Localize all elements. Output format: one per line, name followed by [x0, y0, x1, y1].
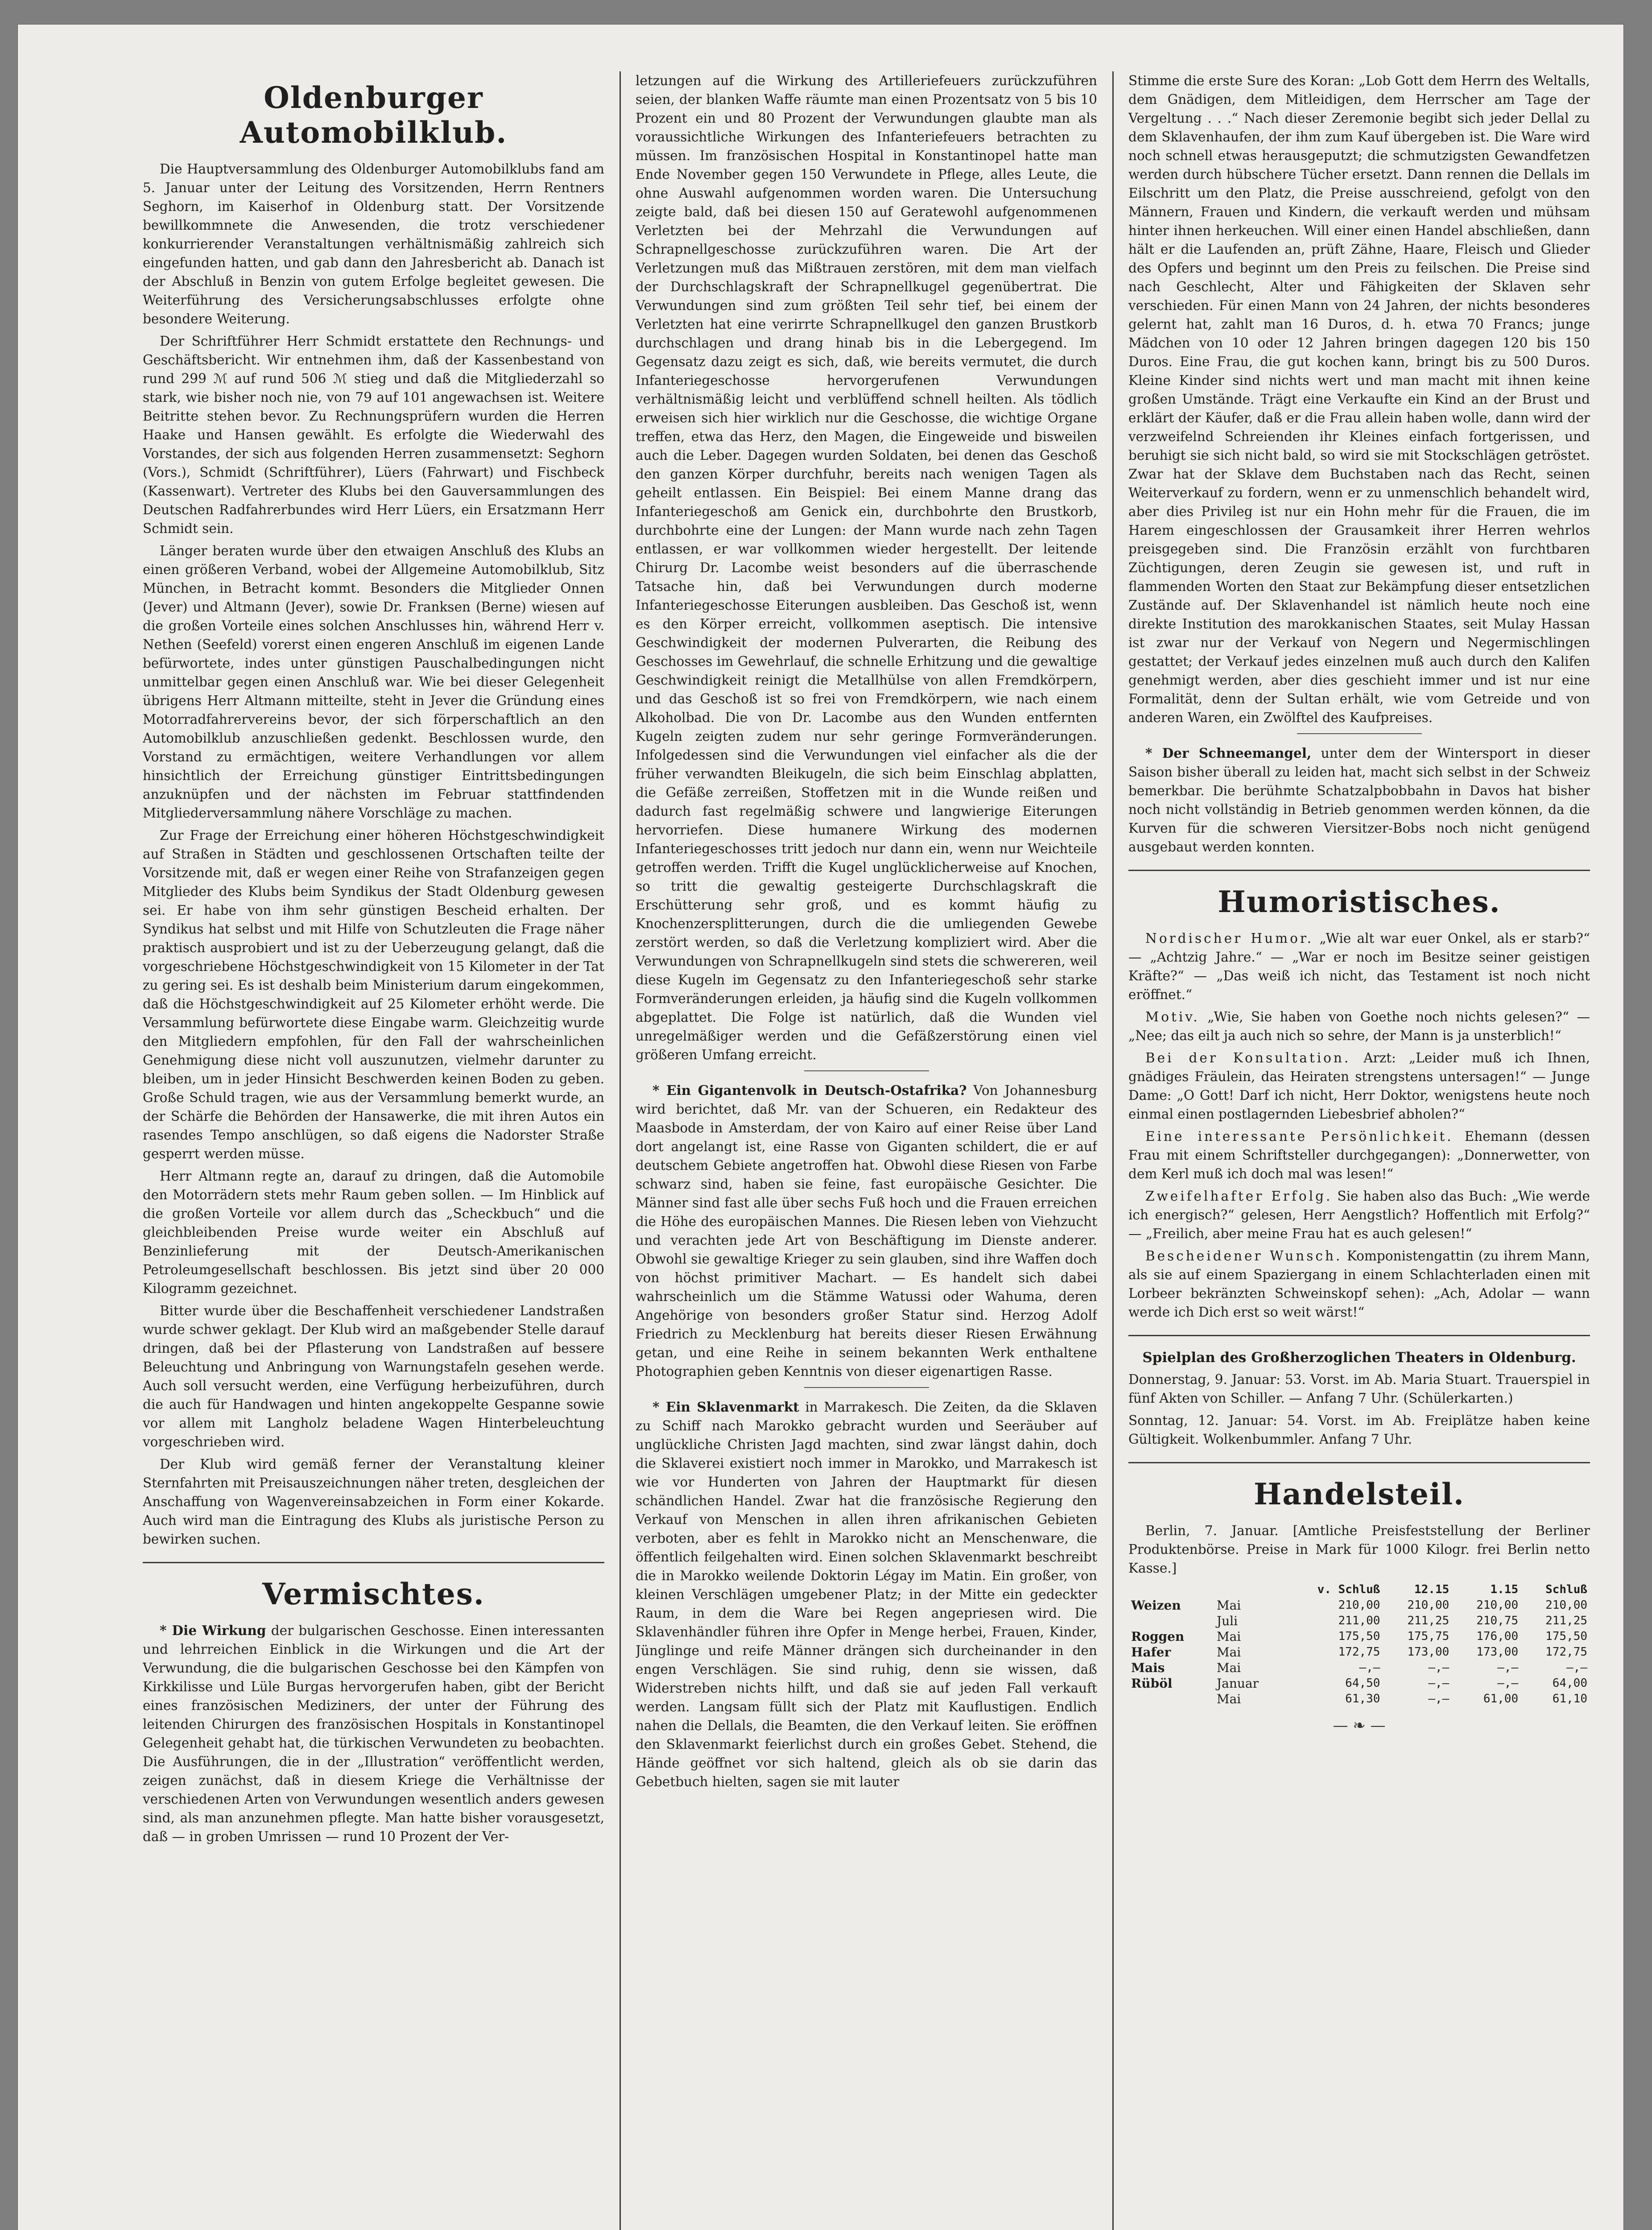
- article-paragraph: [143, 1621, 604, 1846]
- article-divider: [1297, 733, 1422, 734]
- joke-text: Arzt: „Leider muß ich Ihnen, gnädiges Fräulein, das Heiraten strengstens untersagen!“ — Junge Dame: „O Gott! Darf ich nicht, Herr Doktor, wenigstens heute noch einmal einen postlagernden Liebesbrief abholen?“: [1128, 1050, 1590, 1122]
- market-cell: 210,00: [1476, 1598, 1519, 1612]
- article-paragraph: Stimme die erste Sure des Koran: „Lob Gott dem Herrn des Weltalls, dem Gnädigen, dem Mitleidigen, dem Herrscher am Tage der Vergeltung . . .“ Nach dieser Zeremonie begibt sich jeder Dellal zu dem Sklavenhaufen, der ihm zum Kauf übergeben ist. Die Ware wird noch schnell etwas herausgeputzt; die schmutzigsten Gewandfetzen werden durch hübschere Tücher ersetzt. Dann rennen die Dellals im Eilschritt um den Platz, die Preise ausschreiend, gefolgt von den Männern, Frauen und Kindern, die verkauft werden und mühsam hinter ihnen herkeuchen. Will einer einen Handel abschließen, dann hält er die Laufenden an, prüft Zähne, Haare, Fleisch und Glieder des Opfers und beginnt um den Preis zu feilschen. Die Preise sind nach Geschlecht, Alter und Fähigkeiten der Sklaven sehr verschieden. Für einen Mann von 24 Jahren, der nichts besonderes gelernt hat, zahlt man 16 Duros, d. h. etwa 70 Francs; junge Mädchen von 10 oder 12 Jahren bringen dagegen 120 bis 150 Duros. Eine Frau, die gut kochen kann, bringt bis zu 500 Duros. Kleine Kinder sind nichts wert und man macht mit ihnen keine großen Umstände. Trägt eine Verkaufte ein Kind an der Brust und erklärt der Käufer, daß er die Frau allein haben wolle, dann wird der verzweifelnd Schreienden ihr Kleines einfach fortgerissen, und beruhigt sie sich nicht bald, so wird sie mit Stockschlägen getröstet. Zwar hat der Sklave dem Buchstaben nach das Recht, seinen Weiterverkauf zu fordern, wenn er zu unmenschlich behandelt wird, aber dies Privileg ist nur ein Hohn mehr für die Frauen, die im Harem eingeschlossen der Grausamkeit ihrer Herren wehrlos preisgegeben sind. Die Französin erzählt von furchtbaren Züchtigungen, deren Zeugin sie gewesen ist, und ruft in flammenden Worten den Staat zur Bekämpfung dieser entsetzlichen Zustände auf. Der Sklavenhandel ist nämlich heute noch eine direkte Institution des marokkanischen Staates, seit Mulay Hassan ist zwar nur der Verkauf von Negern und Negermischlingen gestattet; der Verkauf jedes einzelnen muß auch durch den Kalifen genehmigt werden, aber dies geschieht immer und ist nur eine Formalität, denn der Sultan erhält, wie vom Getreide und von anderen Waren, ein Zwölftel des Kaufpreises.: [1128, 73, 1590, 725]
- section-divider: [1128, 1335, 1590, 1336]
- joke-paragraph: [1128, 1127, 1590, 1183]
- market-column-header: 1.15: [1490, 1583, 1519, 1596]
- article-paragraph: Der Schriftführer Herr Schmidt erstattete den Rechnungs- und Geschäftsbericht. Wir entnehmen ihm, daß der Kassenbestand von rund 299 ℳ auf rund 506 ℳ stieg und daß die Mitgliederzahl so stark, wie bisher noch nie, von 79 auf 101 angewachsen ist. Weitere Beitritte stehen bevor. Zu Rechnungsprüfern wurden die Herren Haake und Hansen gewählt. Es erfolgte die Wiederwahl des Vorstandes, der sich aus folgenden Herren zusammensetzt: Seghorn (Vors.), Schmidt (Schriftführer), Lüers (Fahrwart) und Fischbeck (Kassenwart). Vertreter des Klubs bei den Gauversammlungen des Deutschen Radfahrerbundes wird Herr Lüers, ein Ersatzmann Herr Schmidt sein.: [143, 334, 604, 536]
- market-cell: Mai: [1216, 1629, 1241, 1644]
- market-cell: 210,00: [1545, 1598, 1587, 1612]
- article-lead: * Die Wirkung: [160, 1623, 266, 1638]
- market-cell: 211,25: [1545, 1614, 1587, 1627]
- article-divider: [804, 1070, 929, 1071]
- article-paragraph: Zur Frage der Erreichung einer höheren Höchstgeschwindigkeit auf Straßen in Städten und geschlossenen Ortschaften teilte der Vorsitzende mit, daß er wegen einer Reihe von Strafanzeigen gegen Mitglieder des Klubs beim Syndikus der Stadt Oldenburg gewesen sei. Er habe von ihm sehr günstigen Bescheid erhalten. Der Syndikus hat selbst und mit Hilfe von Schutzleuten die Frage näher praktisch ausprobiert und ist zu der Ueberzeugung gelangt, daß die vorgeschriebene Höchstgeschwindigkeit von 15 Kilometer in der Tat zu gering sei. Es ist deshalb beim Ministerium darum eingekommen, daß die Höchstgeschwindigkeit auf 25 Kilometer erhöht werde. Die Versammlung befürwortete diese Eingabe warm. Gleichzeitig wurde den Mitgliedern empfohlen, für den Fall der wahrscheinlichen Genehmigung diese nicht voll auszunutzen, vielmehr darunter zu bleiben, um in jeder Hinsicht Beschwerden keinen Boden zu geben. Große Schuld tragen, wie aus der Versammlung bemerkt wurde, an der Schärfe die Behörden der Hansawerke, die mit ihren Autos ein rasendes Tempo anschlügen, so daß eigens die Nadorster Straße gesperrt werden müsse.: [143, 828, 604, 1161]
- market-cell: [1128, 1613, 1214, 1629]
- article-paragraph: Herr Altmann regte an, darauf zu dringen, daß die Automobile den Motorrädern stets mehr Raum geben sollen. — Im Hinblick auf die großen Vorteile vor allem durch das „Scheckbuch“ und die gleichbleibenden Preise wurde weiter ein Abschluß auf Benzinlieferung mit der Deutsch-Amerikanischen Petroleumgesellschaft beschlossen. Bis jetzt sind über 20 000 Kilogramm gezeichnet.: [143, 1169, 604, 1296]
- market-row: [1128, 1613, 1590, 1629]
- market-cell: 172,75: [1338, 1645, 1380, 1659]
- market-cell: —,—: [1497, 1661, 1519, 1674]
- market-cell: Mai: [1216, 1598, 1241, 1613]
- market-cell: Mai: [1216, 1692, 1241, 1706]
- joke-paragraph: [1128, 1049, 1590, 1123]
- market-cell: 64,00: [1552, 1677, 1587, 1690]
- joke-title: Nordischer Humor.: [1145, 931, 1314, 946]
- market-cell: Weizen: [1131, 1598, 1181, 1613]
- market-row: [1128, 1598, 1590, 1613]
- article-paragraph: Die Hauptversammlung des Oldenburger Automobilklubs fand am 5. Januar unter der Leitung des Vorsitzenden, Herrn Rentners Seghorn, im Kaiserhof in Oldenburg statt. Der Vorsitzende bewillkommnete die Anwesenden, die trotz verschiedener konkurrierender Veranstaltungen verhältnismäßig zahlreich sich eingefunden hatten, und gab dann den Jahresbericht ab. Danach ist der Abschluß in Benzin von gutem Erfolge begleitet gewesen. Die Weiterführung des Versicherungsabschlusses erfolgte ohne besondere Weiterung.: [143, 161, 604, 326]
- market-column-header: Schluß: [1545, 1583, 1587, 1596]
- market-cell: —,—: [1497, 1677, 1519, 1690]
- market-column-header: v. Schluß: [1317, 1583, 1380, 1596]
- market-cell: —,—: [1359, 1661, 1380, 1674]
- article-lead: * Ein Sklavenmarkt: [653, 1399, 799, 1415]
- market-intro: Berlin, 7. Januar. [Amtliche Preisfeststellung der Berliner Produktenbörse. Preise in Mark für 1000 Kilogr. frei Berlin netto Kasse.]: [1128, 1523, 1590, 1576]
- column-2: [636, 71, 1097, 2230]
- market-cell: —,—: [1428, 1661, 1450, 1674]
- market-cell: 175,50: [1545, 1630, 1587, 1643]
- article-text: der bulgarischen Geschosse. Einen interessanten und lehrreichen Einblick in die Wirkungen und die Art der Verwundung, die die bulgarischen Geschosse bei den Kämpfen von Kirkkilisse und Lüle Burgas hervorgerufen haben, gibt der Bericht eines französischen Mediziners, der unter der Führung des leitenden Chirurgen des französischen Hospitals in Konstantinopel Gelegenheit gehabt hat, die türkischen Verwundeten zu beobachten. Die Ausführungen, die in der „Illustration“ veröffentlicht werden, zeigen zunächst, daß in diesem Kriege die Verhältnisse der verschiedenen Arten von Verwundungen wesentlich anders gewesen sind, als man anzunehmen pflegte. Man hatte bisher vorausgesetzt, daß — in groben Umrissen — rund 10 Prozent der Ver-: [143, 1623, 604, 1844]
- article-divider: [804, 1387, 929, 1388]
- article-paragraph: Der Klub wird gemäß ferner der Veranstaltung kleiner Sternfahrten mit Preisauszeichnungen näher treten, desgleichen der Anschaffung von Wagenvereinsabzeichen in Form einer Kokarde. Auch wird man die Eintragung des Klubs als juristische Person zu bewirken suchen.: [143, 1457, 604, 1547]
- market-cell: Roggen: [1131, 1629, 1185, 1644]
- article-paragraph: [636, 1398, 1097, 1791]
- market-cell: 176,00: [1476, 1630, 1519, 1643]
- joke-paragraph: [1128, 929, 1590, 1004]
- article-lead: * Ein Gigantenvolk in Deutsch-Ostafrika?: [653, 1082, 967, 1098]
- market-cell: 175,75: [1407, 1630, 1450, 1643]
- joke-title: Motiv.: [1145, 1009, 1200, 1024]
- section-divider: [1128, 870, 1590, 871]
- joke-paragraph: [1128, 1008, 1590, 1045]
- market-cell: 64,50: [1345, 1677, 1380, 1690]
- market-cell: 173,00: [1407, 1645, 1450, 1659]
- column-rule: [1112, 71, 1114, 2230]
- market-row: [1128, 1644, 1590, 1660]
- joke-title: Bei der Konsultation.: [1145, 1050, 1351, 1065]
- theater-entry: Donnerstag, 9. Januar: 53. Vorst. im Ab. Maria Stuart. Trauerspiel in fünf Akten von Schiller. — Anfang 7 Uhr. (Schülerkarten.): [1128, 1372, 1590, 1406]
- market-row: [1128, 1691, 1590, 1707]
- joke-title: Eine interessante Persönlichkeit.: [1145, 1129, 1454, 1144]
- article-paragraph: Bitter wurde über die Beschaffenheit verschiedener Landstraßen wurde schwer geklagt. Der Klub wird an maßgebender Stelle darauf dringen, daß bei der Pflasterung von Landstraßen auf bessere Beleuchtung und Anbringung von Warnungstafeln gesehen werde. Auch soll versucht werden, eine Verfügung herbeizuführen, durch die auch für Handwagen und hinten angekoppelte Gespanne sowie vor allem mit Langholz beladene Wagen Hinterbeleuchtung vorgeschrieben wird.: [143, 1303, 604, 1450]
- newspaper-page: [18, 25, 1623, 2230]
- market-column-header: 12.15: [1414, 1583, 1450, 1596]
- column-3: [1128, 71, 1590, 2230]
- market-column-header: [1214, 1582, 1283, 1598]
- article-paragraph: Länger beraten wurde über den etwaigen Anschluß des Klubs an einen größeren Verband, wobei der Allgemeine Automobilklub, Sitz München, in Betracht kommt. Besonders die Mitglieder Onnen (Jever) und Altmann (Jever), sowie Dr. Franksen (Berne) wiesen auf die großen Vorteile eines solchen Anschlusses hin, während Herr v. Nethen (Seefeld) vorerst einen engeren Anschluß im eigenen Lande befürwortete, indes unter günstigen Pauschalbedingungen nicht unmittelbar gegen einen Anschluß war. Wie bei dieser Gelegenheit übrigens Herr Altmann mitteilte, steht in Jever die Gründung eines Motorradfahrervereins bevor, der sich förperschaftlich an den Automobilklub anzuschließen gedenkt. Beschlossen wurde, den Vorstand zu ermächtigen, weitere Verhandlungen vor allem hinsichtlich der Erreichung günstiger Eintrittsbedingungen anzuknüpfen und der nächsten im Februar stattfindenden Mitgliederversammlung nähere Vorschläge zu machen.: [143, 543, 604, 821]
- column-1: [143, 71, 604, 2230]
- market-cell: —,—: [1428, 1692, 1450, 1706]
- joke-paragraph: [1128, 1247, 1590, 1321]
- article-lead: * Der Schneemangel,: [1145, 745, 1312, 761]
- market-cell: Januar: [1216, 1676, 1259, 1691]
- market-cell: 210,00: [1407, 1598, 1450, 1612]
- joke-text: Ehemann (dessen Frau mit einem Schriftsteller durchgegangen): „Donnerwetter, von dem Kerl muß ich doch mal was lesen!“: [1128, 1129, 1590, 1181]
- market-price-table: [1128, 1582, 1590, 1707]
- market-cell: 172,75: [1545, 1645, 1587, 1659]
- joke-paragraph: [1128, 1187, 1590, 1243]
- section-heading-handelsteil: Handelsteil.: [1253, 1477, 1465, 1511]
- market-column-header: [1128, 1582, 1214, 1598]
- article-text: unter dem der Wintersport in dieser Saison bisher überall zu leiden hat, macht sich selbst in der Schweiz bemerkbar. Die berühmte Schatzalpbobbahn in Davos hat bisher noch nicht vollständig in Betrieb genommen werden können, da die Kurven für die schweren Viersitzer-Bobs noch nicht genügend ausgebaut werden konnten.: [1128, 746, 1590, 855]
- section-divider: [143, 1562, 604, 1563]
- article-paragraph: [1128, 744, 1590, 856]
- article-text: Von Johannesburg wird berichtet, daß Mr. van der Schueren, ein Redakteur des Maasbode in Amsterdam, der von Kairo auf einer Reise über Land dort angelangt ist, eine Rasse von Giganten schildert, die er auf deutschem Gebiete angetroffen hat. Obwohl diese Riesen von Farbe schwarz sind, haben sie feine, fast europäische Gesichter. Die Männer sind fast alle über sechs Fuß hoch und die Frauen erreichen die Höhe des europäischen Mannes. Die Riesen leben von Viehzucht und verachten jede Art von Beschäftigung im Dienste anderer. Obwohl sie gewaltige Krieger zu sein glauben, sind ihre Waffen doch von höchst primitiver Machart. — Es handelt sich dabei wahrscheinlich um die Stämme Watussi oder Wahuma, deren Angehörige von besonders großer Statur sind. Herzog Adolf Friedrich zu Mecklenburg hat bereits dieser Riesen Erwähnung getan, und eine Reihe in seinem bekannten Werk enthaltene Photographien geben Kenntnis von dieser eigenartigen Rasse.: [636, 1083, 1097, 1379]
- market-cell: —,—: [1428, 1677, 1450, 1690]
- market-cell: Hafer: [1131, 1645, 1171, 1660]
- joke-text: Komponistengattin (zu ihrem Mann, als sie auf einem Spaziergang in einem Schlachterladen einen mit Lorbeer bekränzten Schweinskopf sehen): „Ach, Adolar — wann werde ich Dich erst so weit wärst!“: [1128, 1248, 1590, 1320]
- theater-schedule-heading: Spielplan des Großherzoglichen Theaters in Oldenburg.: [1142, 1350, 1576, 1366]
- market-cell: Mai: [1216, 1645, 1241, 1660]
- market-cell: 61,10: [1552, 1692, 1587, 1706]
- market-cell: —,—: [1566, 1661, 1587, 1674]
- article-paragraph: letzungen auf die Wirkung des Artilleriefeuers zurückzuführen seien, der blanken Waffe räumte man einen Prozentsatz von 5 bis 10 Prozent ein und 80 Prozent der Verwundungen glaubte man als voraussichtliche Wirkungen des Infanteriefeuers betrachten zu müssen. Im französischen Hospital in Konstantinopel hatte man Ende November gegen 150 Verwundete in Pflege, alles Leute, die ohne Auswahl aufgenommen worden waren. Die Untersuchung zeigte bald, daß bei diesen 150 auf Geratewohl aufgenommenen Verletzten bei der Mehrzahl die Verwundungen auf Schrapnellgeschosse zurückzuführen waren. Die Art der Verletzungen muß das Mißtrauen zerstören, mit dem man vielfach der Durchschlagskraft der Schrapnellkugel gegenübertrat. Die Verwundungen sind zum größten Teil sehr tief, bei einem der Verletzten hat eine verirrte Schrapnellkugel den ganzen Brustkorb durchschlagen und drang hinab bis in die Lebergegend. Im Gegensatz dazu zeigt es sich, daß, wie bereits vermutet, die durch Infanteriegeschosse hervorgerufenen Verwundungen verhältnismäßig leicht und verblüffend schnell heilten. Als tödlich erweisen sich hier wirklich nur die Geschosse, die wichtige Organe treffen, etwa das Herz, den Magen, die Eingeweide und bisweilen auch die Leber. Dagegen wurden Soldaten, bei denen das Geschoß den ganzen Körper durchfuhr, bereits nach wenigen Tagen als geheilt entlassen. Ein Beispiel: Bei einem Manne drang das Infanteriegeschoß am Genick ein, durchbohrte den Brustkorb, durchbohrte eine der Lungen: der Mann wurde nach zehn Tagen entlassen, er war vollkommen wieder hergestellt. Der leitende Chirurg Dr. Lacombe weist besonders auf die überraschende Tatsache hin, daß bei Verwundungen durch moderne Infanteriegeschosse Eiterungen ausbleiben. Das Geschoß ist, wenn es den Körper erreicht, vollkommen aseptisch. Die intensive Geschwindigkeit der modernen Pulverarten, die Reibung des Geschosses im Gewehrlauf, die schnelle Erhitzung und die gewaltige Geschwindigkeit reinigt die Metallhülse von allen Fremdkörpern, und das Geschoß ist so frei von Fremdkörpern, wie nach einem Alkoholbad. Die von Dr. Lacombe aus den Wunden entfernten Kugeln zeigten zudem nur sehr geringe Formveränderungen. Infolgedessen sind die Verwundungen viel einfacher als die der früher verwandten Bleikugeln, die sich beim Einschlag abplatten, die Gefäße zerreißen, Stoffetzen mit in die Wunde reißen und dadurch fast regelmäßig schwere und langwierige Eiterungen hervorriefen. Diese humanere Wirkung des modernen Infanteriegeschosses tritt jedoch nur dann ein, wenn nur Weichteile getroffen werden. Trifft die Kugel unglücklicherweise auf Knochen, so tritt die gewaltig gesteigerte Durchschlagskraft die Erschütterung sehr groß, und es kommt häufig zu Knochenzersplitterungen, durch die die umliegenden Gewebe zerstört werden, so daß die Verletzung kompliziert wird. Aber die Verwundungen von Schrapnellkugeln sind stets die schwereren, weil diese Kugeln im Gegensatz zu den Infanteriegeschoß sehr starke Formveränderungen erleiden, ja häufig sind die Kugeln vollkommen abgeplattet. Die Folge ist natürlich, daß die Wunden viel unregelmäßiger werden und die Gefäßzerstörung einen viel größeren Umfang erreicht.: [636, 73, 1097, 1062]
- section-heading-automobilklub: Oldenburger Automobilklub.: [240, 80, 508, 150]
- market-cell: [1128, 1691, 1214, 1707]
- column-rule: [620, 71, 621, 2230]
- end-ornament: — ❧ —: [1333, 1717, 1386, 1734]
- market-cell: 61,30: [1345, 1692, 1380, 1706]
- market-cell: 173,00: [1476, 1645, 1519, 1659]
- joke-text: „Wie, Sie haben von Goethe noch nichts gelesen?“ — „Nee; das eilt ja auch nich so sehre, der Mann is ja unsterblich!“: [1128, 1009, 1590, 1043]
- market-row: [1128, 1629, 1590, 1644]
- market-row: [1128, 1660, 1590, 1676]
- article-paragraph: [636, 1081, 1097, 1381]
- market-cell: 210,00: [1338, 1598, 1380, 1612]
- article-text: in Marrakesch. Die Zeiten, da die Sklaven zu Schiff nach Marokko gebracht wurden und Seeräuber auf unglückliche Christen Jagd machten, sind zwar längst dahin, doch die Sklaverei existiert noch immer in Marokko, und Marrakesch ist wie vor Hunderten von Jahren der Hauptmarkt für diesen schändlichen Handel. Zwar hat die französische Regierung den Verkauf von Menschen in allen ihren afrikanischen Gebieten verboten, aber es fehlt in Marokko nicht an Menschenware, die öffentlich feilgehalten wird. Einen solchen Sklavenmarkt beschreibt die in Marokko weilende Doktorin Légay im Matin. Ein großer, von kleinen Verschlägen umgebener Platz; in der Mitte ein gedeckter Raum, in dem die Ware bei Regen angepriesen wird. Die Sklavenhändler führen ihre Opfer in Menge herbei, Frauen, Kinder, Jünglinge und reife Männer drängen sich durcheinander in den engen Verschlägen. Sie sind ruhig, denn sie wissen, daß Widerstreben nichts hilft, und daß sie auf jeden Fall verkauft werden. Langsam füllt sich der Platz mit Kauflustigen. Endlich nahen die Dellals, die Beamten, die den Verkauf leiten. Sie eröffnen den Sklavenmarkt feierlichst durch ein großes Gebet. Stehend, die Hände geöffnet vor sich haltend, gleich als ob sie darin das Gebetbuch hielten, sagen sie mit lauter: [636, 1400, 1097, 1789]
- section-heading-humoristisches: Humoristisches.: [1218, 884, 1501, 919]
- market-cell: Juli: [1216, 1614, 1238, 1628]
- market-cell: 211,00: [1338, 1614, 1380, 1627]
- market-cell: Rüböl: [1131, 1676, 1173, 1691]
- market-cell: Mais: [1131, 1660, 1165, 1675]
- theater-entry: Sonntag, 12. Januar: 54. Vorst. im Ab. Freiplätze haben keine Gültigkeit. Wolkenbummler. Anfang 7 Uhr.: [1128, 1413, 1590, 1447]
- market-cell: Mai: [1216, 1660, 1241, 1675]
- market-cell: 210,75: [1476, 1614, 1519, 1627]
- market-row: [1128, 1676, 1590, 1691]
- market-cell: 175,50: [1338, 1630, 1380, 1643]
- market-cell: 61,00: [1483, 1692, 1519, 1706]
- section-heading-vermischtes: Vermischtes.: [262, 1577, 485, 1611]
- joke-title: Bescheidener Wunsch.: [1145, 1248, 1342, 1264]
- joke-text: Sie haben also das Buch: „Wie werde ich energisch?“ gelesen, Herr Aengstlich? Hoffentlich mit Erfolg?“ — „Freilich, aber meine Frau hat es auch gelesen!“: [1128, 1189, 1590, 1241]
- joke-text: „Wie alt war euer Onkel, als er starb?“ — „Achtzig Jahre.“ — „War er noch im Besitze seiner geistigen Kräfte?“ — „Das weiß ich nicht, das Testament ist noch nicht eröffnet.“: [1128, 931, 1590, 1002]
- joke-title: Zweifelhafter Erfolg.: [1145, 1189, 1333, 1204]
- section-divider: [1128, 1462, 1590, 1463]
- market-cell: 211,25: [1407, 1614, 1450, 1627]
